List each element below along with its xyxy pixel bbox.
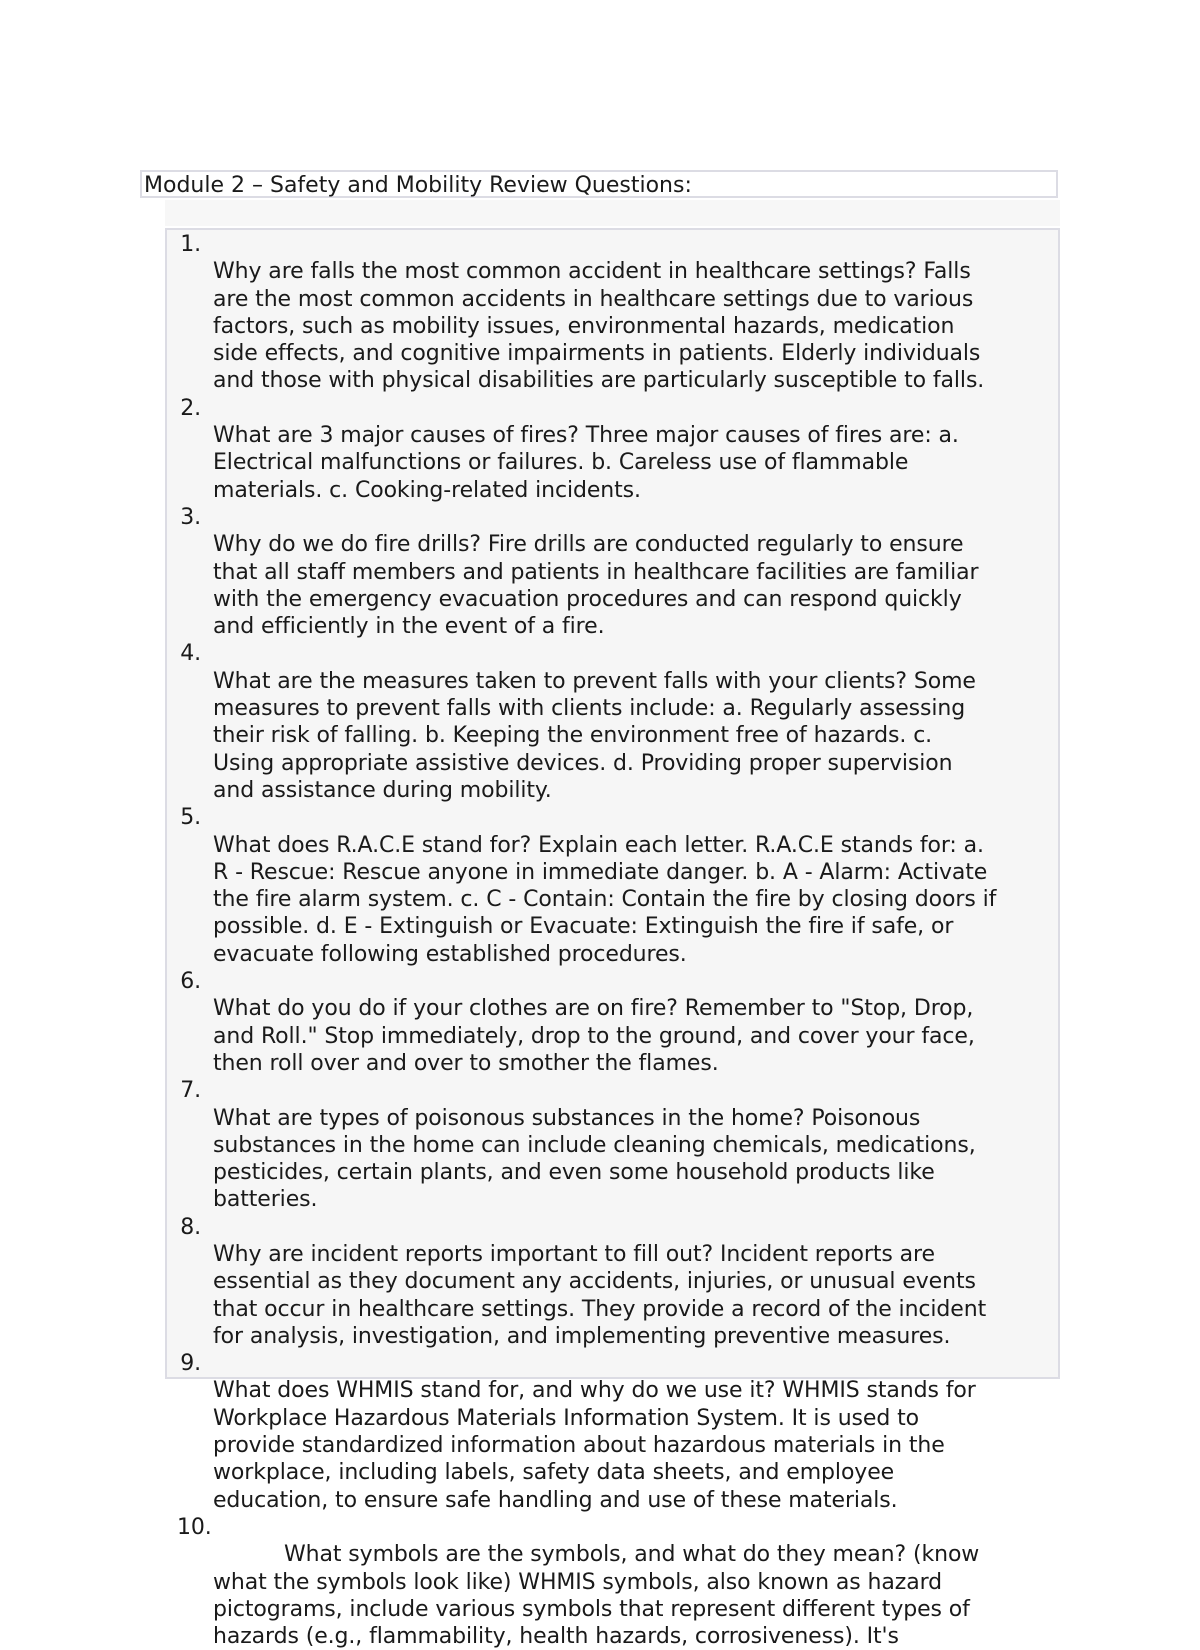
question-text: What do you do if your clothes are on fire? Remember to "Stop, Drop, and Roll." Stop immediately, drop to the ground, and cover your face, then roll over and over to smother the flames.	[213, 996, 975, 1076]
question-text: Why do we do fire drills? Fire drills are conducted regularly to ensure that all staff members and patients in healthcare facilities are familiar with the emergency evacuation procedures and can respond quickly and efficiently in the event of a fire.	[213, 532, 979, 640]
question-number: 1.	[180, 232, 201, 257]
list-item	[167, 640, 1060, 804]
questions-box	[165, 228, 1060, 1650]
list-item	[167, 395, 1060, 504]
question-number: 9.	[180, 1351, 201, 1377]
question-text: Why are falls the most common accident in healthcare settings? Falls are the most common accidents in healthcare settings due to various factors, such as mobility issues, environmental hazards, medication side effects, and cognitive impairments in patients. Elderly individuals and those with physical disabilities are particularly susceptible to falls.	[213, 259, 985, 394]
question-text: What does R.A.C.E stand for? Explain each letter. R.A.C.E stands for: a. R - Rescue: Rescue anyone in immediate danger. b. A - Alarm: Activate the fire alarm system. c. C - Contain: Contain the fire by closing doors if possible. d. E - Extinguish or Evacuate: Extinguish the fire if safe, or evacuate following established procedures.	[213, 832, 997, 967]
question-number: 5.	[180, 805, 201, 831]
question-number: 3.	[180, 504, 201, 530]
list-item	[167, 804, 1060, 968]
list-item	[167, 1214, 1060, 1350]
question-text: What are types of poisonous substances in the home? Poisonous substances in the home can include cleaning chemicals, medications, pesticides, certain plants, and even some household products like batteries.	[213, 1105, 976, 1213]
question-number: 10.	[177, 1514, 212, 1540]
question-text: What are the measures taken to prevent falls with your clients? Some measures to prevent falls with clients include: a. Regularly assessing their risk of falling. b. Keeping the environment free of hazards. c. Using appropriate assistive devices. d. Providing proper supervision and assistance during mobility.	[213, 668, 976, 803]
list-item	[167, 231, 1060, 395]
question-number: 2.	[180, 395, 201, 421]
list-item	[167, 1077, 1060, 1213]
question-text: What does WHMIS stand for, and why do we use it? WHMIS stands for Workplace Hazardous Materials Information System. It is used to provide standardized information about hazardous materials in the workplace, including labels, safety data sheets, and employee education, to ensure safe handling and use of these materials.	[213, 1378, 976, 1513]
spacer-band	[165, 200, 1060, 226]
question-number: 6.	[180, 969, 201, 995]
question-number: 7.	[180, 1078, 201, 1104]
list-item	[167, 968, 1060, 1077]
questions-list	[167, 230, 1060, 1650]
question-number: 4.	[180, 641, 201, 667]
question-text: Why are incident reports important to fill out? Incident reports are essential as they document any accidents, injuries, or unusual events that occur in healthcare settings. They provide a record of the incident for analysis, investigation, and implementing preventive measures.	[213, 1241, 987, 1349]
question-text: What are 3 major causes of fires? Three major causes of fires are: a. Electrical malfunctions or failures. b. Careless use of flammable materials. c. Cooking-related incidents.	[213, 423, 959, 503]
question-text: What symbols are the symbols, and what do they mean? (know what the symbols look like) WHMIS symbols, also known as hazard pictograms, include various symbols that represent different types of hazards (e.g., flammability, health hazards, corrosiveness). It's	[213, 1542, 980, 1650]
list-item	[167, 1350, 1060, 1514]
question-number: 8.	[180, 1214, 201, 1240]
list-item	[167, 1514, 1060, 1650]
title-box	[140, 170, 1058, 198]
list-item	[167, 504, 1060, 640]
page-title: Module 2 – Safety and Mobility Review Questions:	[144, 173, 692, 198]
